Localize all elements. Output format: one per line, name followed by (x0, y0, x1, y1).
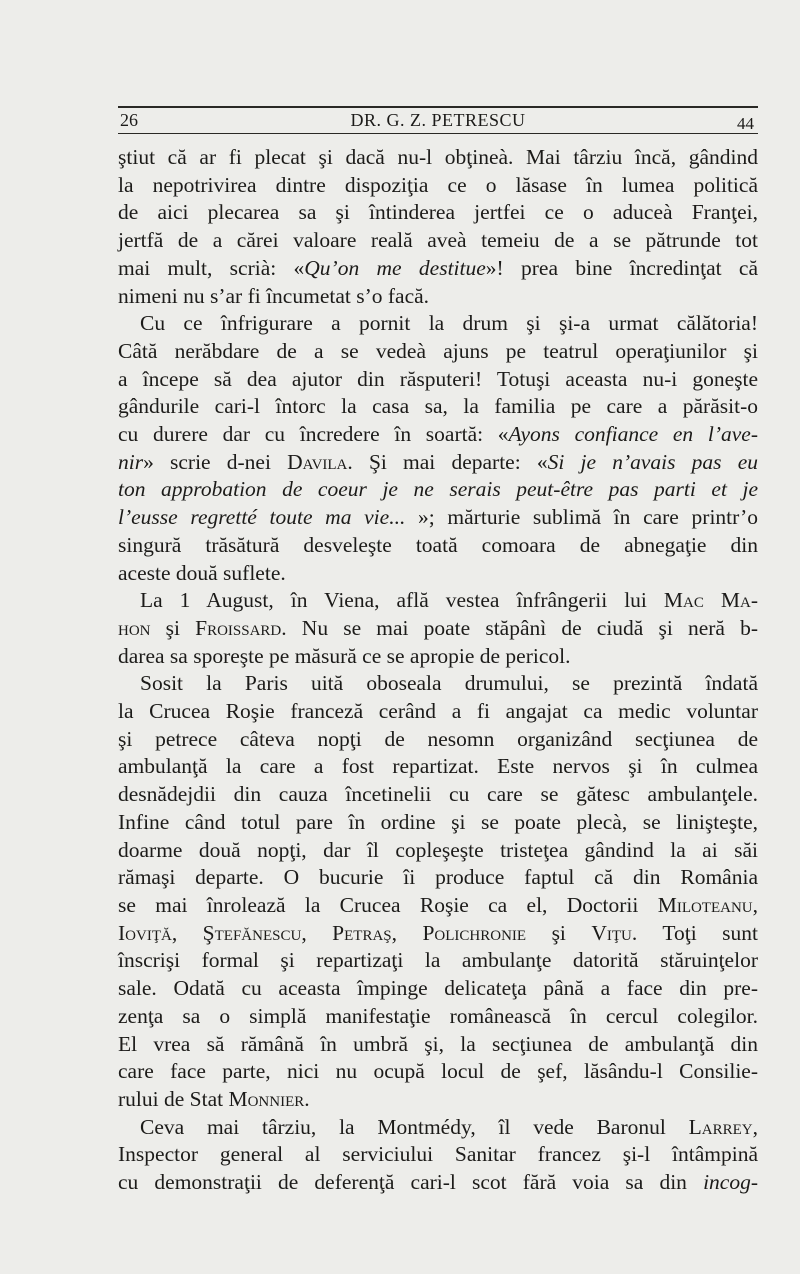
text-line: la Crucea Roşie franceză cerând a fi angajat ca medic voluntar (118, 699, 758, 724)
text-line: înscrişi formal şi repartizaţi la ambulanţe datorită stăruinţelor (118, 948, 758, 973)
text-line: aceste două suflete. (118, 560, 286, 585)
text-line: mai mult, scrià: «Qu’on me destitue»! prea bine încredinţat că (118, 255, 758, 280)
text-line: gândurile cari-l întorc la casa sa, la familia pe care a părăsit-o (118, 394, 758, 419)
text-line: zenţa sa o simplă manifestaţie românească în cercul colegilor. (118, 1003, 758, 1028)
paragraph-4 (118, 670, 758, 1113)
text-line: El vrea să rămână în umbră şi, la secţiunea de ambulanţă din (118, 1031, 758, 1056)
running-header (118, 106, 758, 132)
text-line: de aici plecarea sa şi întinderea jertfei ce o aduceà Franţei, (118, 200, 758, 225)
paragraph-2 (118, 310, 758, 587)
header-rule-bottom (118, 133, 758, 134)
text-line: a începe să dea ajutor din răsputeri! Totuşi aceasta nu-i goneşte (118, 366, 758, 391)
text-line: cu durere dar cu încredere în soartă: «Ayons confiance en l’ave- (118, 422, 758, 447)
quote-italic: Qu’on me destitue (304, 255, 486, 280)
text-line: darea sa sporeşte pe măsură ce se apropie de pericol. (118, 643, 571, 668)
text-line: Câtă nerăbdare de a se vedeà ajuns pe teatrul operaţiunilor şi (118, 338, 758, 363)
text-line: La 1 August, în Viena, află vestea înfrângerii lui Mac Ma- (140, 588, 758, 613)
text-line: nir» scrie d-nei Davila. Şi mai departe: «Si je n’avais pas eu (118, 449, 759, 474)
page-number: 26 (120, 110, 138, 130)
text-line: ştiut că ar fi plecat şi dacă nu-l obţineà. Mai târziu încă, gândind (118, 145, 758, 169)
text-line: la nepotrivirea dintre dispoziţia ce o lăsase în lumea politică (118, 172, 758, 197)
text-line: Infine când totul pare în ordine şi se poate plecà, se linişteşte, (118, 809, 758, 834)
text-line: care face parte, nici nu ocupă locul de şef, lăsându-l Consilie- (118, 1059, 758, 1084)
text-line: nimeni nu s’ar fi încumetat s’o facă. (118, 283, 430, 308)
text-line: rului de Stat Monnier. (118, 1086, 310, 1111)
text-line: singură trăsătură desveleşte toată comoara de abnegaţie din (118, 532, 758, 557)
paragraph-5 (118, 1114, 758, 1197)
running-title: DR. G. Z. PETRESCU (350, 110, 526, 130)
paragraph-3 (118, 587, 758, 670)
body-text (118, 144, 758, 1197)
name-smallcaps: Davila (287, 449, 348, 474)
paragraph-1 (118, 144, 758, 310)
text-line: sale. Odată cu aceasta împinge delicateţa până a face din pre- (118, 976, 758, 1001)
text-line: Cu ce înfrigurare a pornit la drum şi şi-a urmat călătoria! (140, 311, 758, 336)
text-line: se mai înrolează la Crucea Roşie ca el, Doctorii Miloteanu, (118, 892, 759, 917)
text-line: şi petrece câteva nopţi de nesomn organizând secţiunea de (118, 726, 758, 751)
text-line: Sosit la Paris uită oboseala drumului, se prezintă îndată (140, 671, 758, 696)
text-line: Ioviţă, Ştefănescu, Petraş, Polichronie şi Viţu. Toţi sunt (118, 920, 758, 945)
text-line: Inspector general al serviciului Sanitar francez şi-l întâmpină (118, 1142, 758, 1167)
text-line: Ceva mai târziu, la Montmédy, îl vede Baronul Larrey, (140, 1114, 758, 1139)
text-line: doarme două nopţi, dar îl copleşeşte tristeţea gândind la ai săi (118, 837, 758, 862)
text-line: cu demonstraţii de deferenţă cari-l scot fără voia sa din incog- (118, 1170, 758, 1195)
text-line: ambulanţă la care a fost repartizat. Este nervos şi în culmea (118, 754, 758, 779)
text-line: rămaşi departe. O bucurie îi produce faptul că din România (118, 865, 758, 890)
text-line: jertfă de a cărei valoare reală aveà temeiu de a se pătrunde tot (118, 228, 758, 253)
text-line: hon şi Froissard. Nu se mai poate stăpânì de ciudă şi neră b- (118, 615, 759, 640)
text-line: ton approbation de coeur je ne serais peut-être pas parti et je (118, 477, 758, 502)
quote-italic: Si je n’avais pas eu (547, 449, 759, 474)
header-rule-top (118, 106, 758, 108)
quote-italic: Ayons confiance en l’ave- (508, 422, 758, 447)
folio-mark: 44 (737, 114, 754, 133)
text-line: l’eusse regretté toute ma vie... »; mărturie sublimă în care printr’o (118, 505, 759, 530)
text-line: desnădejdii din cauza încetinelii cu care se gătesc ambulanţele. (118, 782, 758, 807)
